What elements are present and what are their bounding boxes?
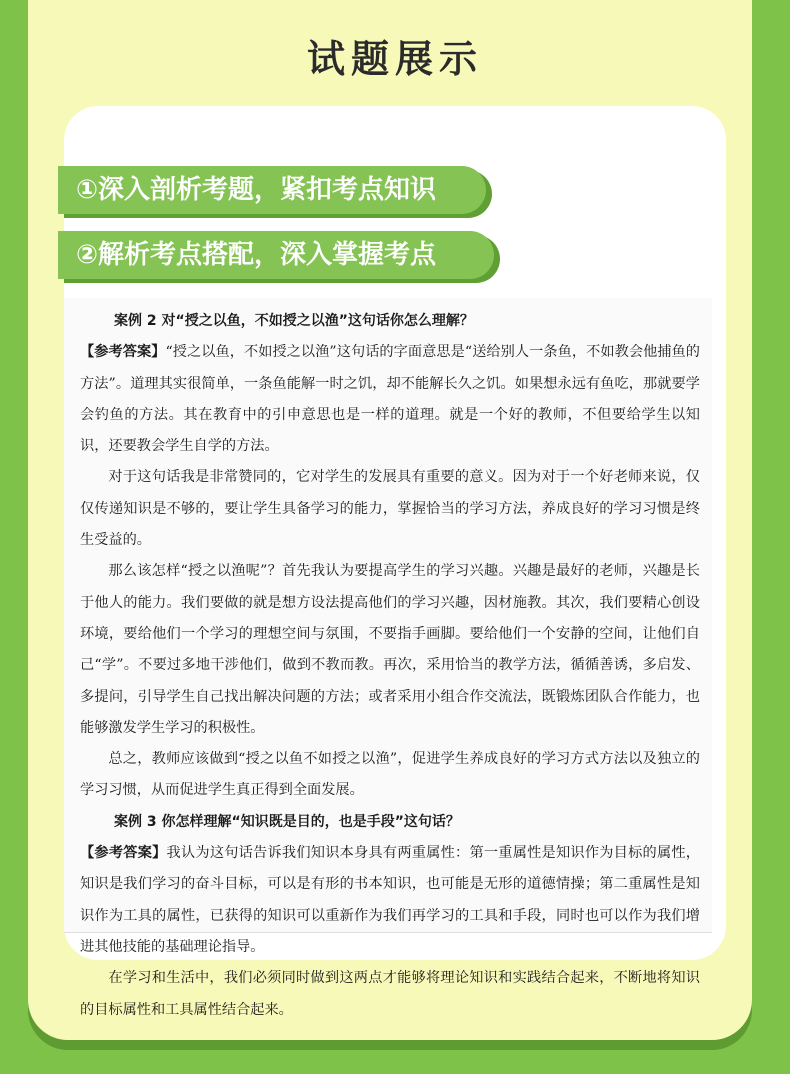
page-title: 试题展示 (306, 37, 483, 81)
case3-paragraph-1: 我认为这句话告诉我们知识本身具有两重属性：第一重属性是知识作为目标的属性，知识是我们学习的奋斗目标，可以是有形的书本知识，也可能是无形的道德情操；第二重属性是知识作为工具的属性，已获得的知识可以重新作为我们再学习的工具和手段，同时也可以作为我们增进其他技能的基础理论指导。 (80, 845, 700, 955)
document-text (80, 306, 700, 1026)
feature-banner-2: ②解析考点搭配，深入掌握考点 (58, 231, 494, 279)
case2-paragraph-1: “授之以鱼，不如授之以渔”这句话的字面意思是“送给别人一条鱼，不如教会他捕鱼的方法”。道理其实很简单，一条鱼能解一时之饥，却不能解长久之饥。如果想永远有鱼吃，那就要学会钓鱼的方法。其在教育中的引申意思也是一样的道理。就是一个好的教师，不但要给学生以知识，还要教会学生自学的方法。 (80, 344, 700, 455)
answer-tag: 【参考答案】 (80, 845, 167, 862)
case3-answer-paragraph (80, 838, 700, 963)
case2-paragraph-3: 那么该怎样“授之以渔呢”？首先我认为要提高学生的学习兴趣。兴趣是最好的老师，兴趣是长于他人的能力。我们要做的就是想方设法提高他们的学习兴趣，因材施教。其次，我们要精心创设环境，要给他们一个学习的理想空间与氛围，不要指手画脚。要给他们一个安静的空间，让他们自己“学”。不要过多地干涉他们，做到不教而教。再次，采用恰当的教学方法，循循善诱，多启发、多提问，引导学生自己找出解决问题的方法；或者采用小组合作交流法，既锻炼团队合作能力，也能够激发学生学习的积极性。 (80, 563, 700, 736)
case2-paragraph-2: 对于这句话我是非常赞同的，它对学生的发展具有重要的意义。因为对于一个好老师来说，仅仅传递知识是不够的，要让学生具备学习的能力，掌握恰当的学习方法，养成良好的学习习惯是终生受益的。 (80, 469, 700, 549)
case2-paragraph-4: 总之，教师应该做到“授之以鱼不如授之以渔”，促进学生养成良好的学习方式方法以及独立的学习习惯，从而促进学生真正得到全面发展。 (80, 751, 700, 799)
case3-question: 案例 3 你怎样理解“知识既是目的，也是手段”这句话？ (114, 813, 460, 830)
case2-question: 案例 2 对“授之以鱼，不如授之以渔”这句话你怎么理解？ (114, 313, 474, 329)
case2-answer-paragraph (80, 337, 700, 462)
feature-banner-1: ①深入剖析考题，紧扣考点知识 (58, 166, 486, 214)
case3-paragraph-2: 在学习和生活中，我们必须同时做到这两点才能够将理论知识和实践结合起来，不断地将知识的目标属性和工具属性结合起来。 (80, 970, 700, 1018)
answer-tag: 【参考答案】 (80, 344, 166, 361)
